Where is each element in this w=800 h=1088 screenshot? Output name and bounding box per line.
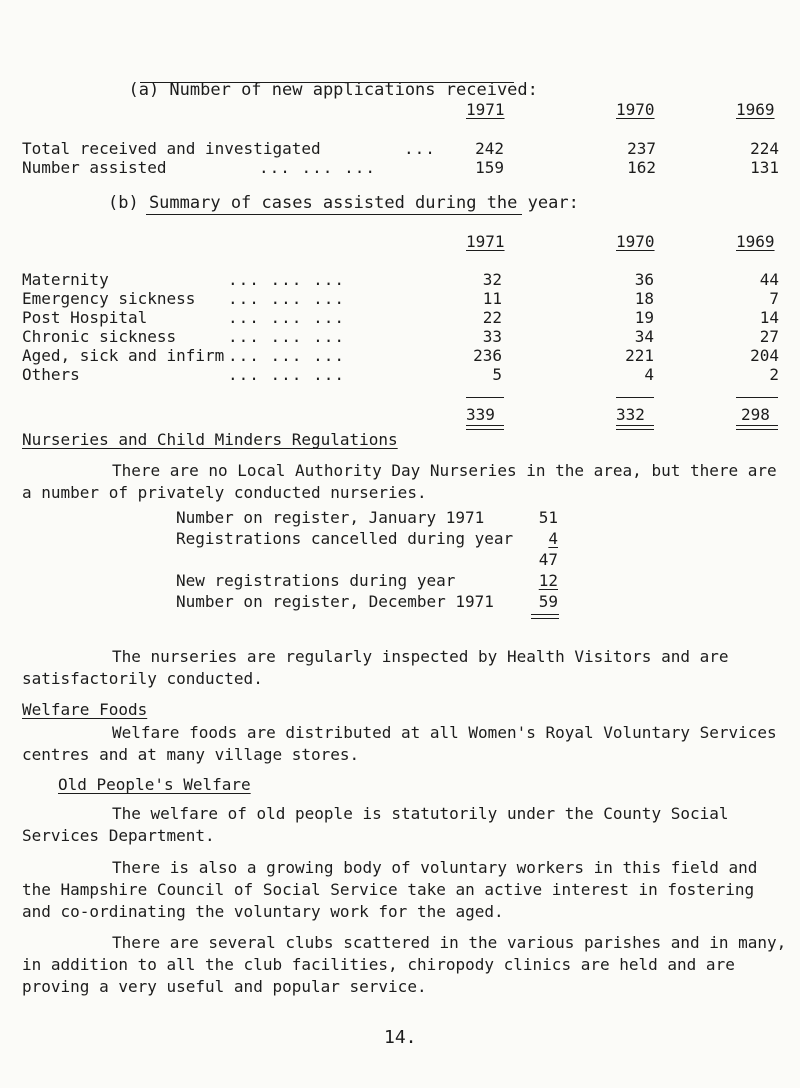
leader-dots: ... ... ... [228, 289, 345, 308]
row-label: Total received and investigated [22, 139, 321, 158]
value-1969: 27 [759, 327, 779, 346]
section-b-year-1970: 1970 [616, 232, 655, 251]
leader-dots: ... ... ... [228, 346, 345, 365]
row-label: Others [22, 365, 80, 384]
register-label: Number on register, December 1971 [176, 592, 494, 611]
row-label: Aged, sick and infirm [22, 346, 225, 365]
welfare-foods-text: Welfare foods are distributed at all Women's Royal Voluntary Services centres and at many village stores. [22, 723, 777, 764]
total-rule-1970 [616, 397, 654, 398]
register-label: New registrations during year [176, 571, 456, 590]
nurseries-intro: There are no Local Authority Day Nurseries in the area, but there are a number of privately conducted nurseries. [22, 461, 777, 502]
value-1969: 224 [750, 139, 779, 158]
register-value: 12 [538, 571, 558, 590]
leader-dots: ... ... ... [228, 308, 345, 327]
value-1971: 236 [473, 346, 502, 365]
value-1969: 204 [750, 346, 779, 365]
welfare-foods-heading: Welfare Foods [22, 700, 148, 719]
section-a-heading: (a) Number of new applications received: [128, 80, 538, 100]
value-1971: 242 [475, 139, 504, 158]
value-1970: 36 [634, 270, 654, 289]
value-1971: 159 [475, 158, 504, 177]
old-peoples-welfare-p1: The welfare of old people is statutorily under the County Social Services Department. [22, 804, 729, 845]
register-double-rule [531, 614, 559, 619]
value-1970: 237 [627, 139, 656, 158]
old-peoples-welfare-p2: There is also a growing body of voluntary workers in this field and the Hampshire Council of Social Service take an active interest in fostering and co-ordinating the voluntary work for the aged. [22, 858, 758, 921]
leader-dots: ... ... ... [228, 270, 345, 289]
section-a-heading-underline [140, 82, 514, 83]
value-1971: 5 [492, 365, 502, 384]
value-1970: 19 [634, 308, 654, 327]
row-label: Chronic sickness [22, 327, 177, 346]
leader-dots: ... ... ... [259, 158, 376, 177]
old-peoples-welfare-heading: Old People's Welfare [58, 775, 251, 794]
value-1970: 4 [644, 365, 654, 384]
section-b-year-1971: 1971 [466, 232, 505, 251]
value-1971: 11 [482, 289, 502, 308]
total-rule-1971 [466, 397, 504, 398]
total-1969: 298 [741, 405, 770, 424]
total-double-rule-1971 [466, 425, 504, 430]
nurseries-heading: Nurseries and Child Minders Regulations [22, 430, 398, 449]
leader-dots: ... [404, 139, 436, 158]
register-label: Number on register, January 1971 [176, 508, 485, 527]
register-value: 59 [538, 592, 558, 611]
total-rule-1969 [736, 397, 778, 398]
section-a-year-1970: 1970 [616, 100, 655, 119]
total-double-rule-1970 [616, 425, 654, 430]
value-1969: 7 [769, 289, 779, 308]
value-1970: 34 [634, 327, 654, 346]
section-a-year-1969: 1969 [736, 100, 775, 119]
total-1971: 339 [466, 405, 495, 424]
section-b-heading: (b) Summary of cases assisted during the year: [108, 193, 579, 213]
register-label: Registrations cancelled during year [176, 529, 514, 548]
register-value: 51 [538, 508, 558, 527]
row-label: Emergency sickness [22, 289, 196, 308]
value-1970: 162 [627, 158, 656, 177]
row-label: Maternity [22, 270, 109, 289]
total-double-rule-1969 [736, 425, 778, 430]
section-a-year-1971: 1971 [466, 100, 505, 119]
register-subtotal: 47 [538, 550, 558, 569]
nurseries-inspection: The nurseries are regularly inspected by Health Visitors and are satisfactorily conducted. [22, 647, 729, 688]
value-1969: 44 [759, 270, 779, 289]
value-1970: 18 [634, 289, 654, 308]
leader-dots: ... ... ... [228, 365, 345, 384]
row-label: Post Hospital [22, 308, 148, 327]
leader-dots: ... ... ... [228, 327, 345, 346]
value-1969: 14 [759, 308, 779, 327]
row-label: Number assisted [22, 158, 167, 177]
value-1971: 32 [482, 270, 502, 289]
value-1971: 22 [482, 308, 502, 327]
old-peoples-welfare-p3: There are several clubs scattered in the various parishes and in many, in addition to all the club facilities, chiropody clinics are held and are proving a very useful and popular service. [22, 933, 787, 996]
section-b-heading-underline [146, 214, 522, 215]
value-1970: 221 [625, 346, 654, 365]
section-b-year-1969: 1969 [736, 232, 775, 251]
page-number: 14. [384, 1027, 417, 1048]
register-value: 4 [548, 529, 558, 548]
value-1971: 33 [482, 327, 502, 346]
value-1969: 2 [769, 365, 779, 384]
total-1970: 332 [616, 405, 645, 424]
value-1969: 131 [750, 158, 779, 177]
